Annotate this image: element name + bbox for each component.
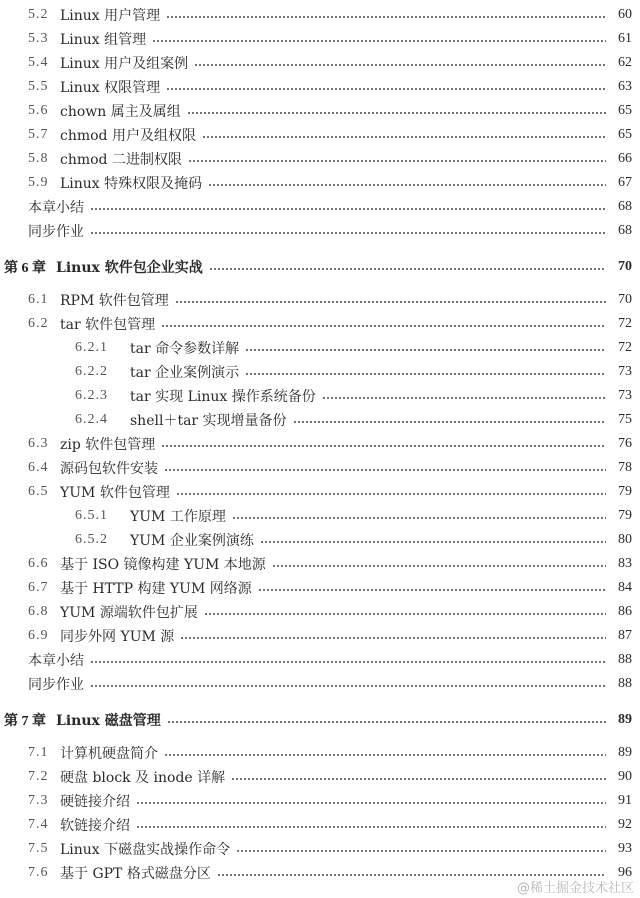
entry-page-number: 90 [618, 769, 632, 784]
entry-page-number: 86 [618, 604, 632, 619]
dot-leader [90, 661, 606, 663]
dot-leader [202, 136, 606, 138]
entry-title: Linux 特殊权限及掩码 [60, 176, 203, 192]
entry-page-number: 67 [618, 175, 632, 190]
entry-title: 基于 GPT 格式磁盘分区 [60, 866, 211, 882]
toc-entry [0, 813, 640, 837]
entry-page-number: 78 [618, 460, 632, 475]
entry-title: 硬盘 block 及 inode 详解 [60, 770, 226, 786]
dot-leader [245, 349, 606, 351]
toc-entry [0, 360, 640, 384]
entry-title: tar 软件包管理 [60, 317, 156, 333]
dot-leader [208, 184, 606, 186]
entry-number: 5.7 [28, 127, 49, 142]
entry-number: 6.2.2 [75, 364, 108, 379]
entry-number: 7.5 [28, 841, 49, 856]
entry-title: Linux 软件包企业实战 [56, 260, 203, 276]
dot-leader [187, 112, 606, 114]
dot-leader [152, 40, 606, 42]
entry-page-number: 75 [618, 412, 632, 427]
entry-title: YUM 工作原理 [130, 509, 226, 525]
entry-page-number: 91 [618, 793, 632, 808]
dot-leader [258, 589, 606, 591]
dot-leader [136, 802, 606, 804]
entry-title: tar 命令参数详解 [130, 341, 240, 357]
entry-page-number: 70 [618, 259, 632, 274]
entry-title: tar 企业案例演示 [130, 365, 240, 381]
entry-page-number: 92 [618, 817, 632, 832]
entry-page-number: 66 [618, 151, 632, 166]
entry-page-number: 68 [618, 199, 632, 214]
toc-entry [0, 552, 640, 576]
toc-entry [0, 837, 640, 861]
toc-entry [0, 27, 640, 51]
entry-title: chmod 用户及组权限 [60, 128, 196, 144]
dot-leader [166, 16, 606, 18]
entry-number: 7.4 [28, 817, 49, 832]
entry-page-number: 72 [618, 316, 632, 331]
entry-page-number: 73 [618, 388, 632, 403]
toc-entry [0, 147, 640, 171]
entry-page-number: 65 [618, 103, 632, 118]
entry-title: Linux 用户及组案例 [60, 56, 189, 72]
entry-title: chmod 二进制权限 [60, 152, 182, 168]
dot-leader [231, 778, 606, 780]
entry-number: 6.2.3 [75, 388, 108, 403]
dot-leader [164, 754, 606, 756]
entry-number: 6.5.1 [75, 508, 108, 523]
entry-title: Linux 组管理 [60, 32, 147, 48]
entry-title: 计算机硬盘简介 [60, 746, 158, 762]
entry-page-number: 68 [618, 223, 632, 238]
entry-page-number: 83 [618, 556, 632, 571]
entry-page-number: 79 [618, 484, 632, 499]
toc-entry [0, 99, 640, 123]
toc-entry [0, 408, 640, 432]
entry-number: 6.5.2 [75, 532, 108, 547]
entry-page-number: 87 [618, 628, 632, 643]
dot-leader [90, 232, 606, 234]
dot-leader [209, 268, 606, 270]
entry-number: 7.1 [28, 745, 49, 760]
entry-page-number: 88 [618, 652, 632, 667]
toc-entry [0, 624, 640, 648]
entry-title: RPM 软件包管理 [60, 293, 169, 309]
toc-chapter-entry [0, 255, 640, 279]
toc-entry [0, 528, 640, 552]
toc-entry [0, 600, 640, 624]
toc-entry [0, 504, 640, 528]
toc-entry [0, 3, 640, 27]
entry-title: 本章小结 [28, 653, 84, 669]
entry-title: 基于 HTTP 构建 YUM 网络源 [60, 581, 252, 597]
entry-page-number: 93 [618, 841, 632, 856]
entry-title: 源码包软件安装 [60, 461, 158, 477]
toc-entry [0, 312, 640, 336]
entry-title: zip 软件包管理 [60, 437, 156, 453]
watermark: @稀土掘金技术社区 [516, 881, 634, 896]
entry-page-number: 89 [618, 745, 632, 760]
toc-entry [0, 789, 640, 813]
toc-entry [0, 336, 640, 360]
entry-title: Linux 用户管理 [60, 8, 161, 24]
entry-page-number: 84 [618, 580, 632, 595]
toc-entry [0, 51, 640, 75]
entry-number: 6.1 [28, 292, 49, 307]
dot-leader [194, 64, 606, 66]
entry-number: 6.2.4 [75, 412, 108, 427]
entry-number: 6.8 [28, 604, 49, 619]
entry-title: shell＋tar 实现增量备份 [130, 413, 287, 429]
entry-number: 5.2 [28, 7, 49, 22]
entry-title: YUM 软件包管理 [60, 485, 170, 501]
entry-page-number: 65 [618, 127, 632, 142]
toc-entry [0, 480, 640, 504]
dot-leader [164, 469, 606, 471]
entry-page-number: 70 [618, 292, 632, 307]
dot-leader [188, 160, 606, 162]
toc-entry [0, 765, 640, 789]
dot-leader [217, 874, 606, 876]
toc-entry [0, 576, 640, 600]
toc-entry [0, 288, 640, 312]
entry-title: chown 属主及属组 [60, 104, 181, 120]
toc-entry [0, 123, 640, 147]
dot-leader [161, 445, 606, 447]
entry-title: 软链接介绍 [60, 818, 130, 834]
dot-leader [204, 613, 606, 615]
toc-entry [0, 648, 640, 672]
toc-entry [0, 741, 640, 765]
entry-title: tar 实现 Linux 操作系统备份 [130, 389, 316, 405]
dot-leader [322, 397, 606, 399]
entry-page-number: 61 [618, 31, 632, 46]
entry-number: 第 7 章 [4, 714, 46, 729]
entry-page-number: 89 [618, 712, 632, 727]
entry-number: 6.2.1 [75, 340, 108, 355]
dot-leader [166, 88, 606, 90]
entry-page-number: 60 [618, 7, 632, 22]
dot-leader [236, 850, 606, 852]
toc-entry [0, 195, 640, 219]
dot-leader [293, 421, 606, 423]
entry-title: 同步作业 [28, 224, 84, 240]
toc-entry [0, 456, 640, 480]
entry-number: 6.4 [28, 460, 49, 475]
toc-entry [0, 171, 640, 195]
entry-number: 6.9 [28, 628, 49, 643]
entry-page-number: 72 [618, 340, 632, 355]
dot-leader [232, 517, 606, 519]
entry-number: 6.5 [28, 484, 49, 499]
toc-entry [0, 432, 640, 456]
entry-number: 6.2 [28, 316, 49, 331]
dot-leader [176, 493, 606, 495]
entry-title: 本章小结 [28, 200, 84, 216]
entry-page-number: 88 [618, 676, 632, 691]
dot-leader [272, 565, 606, 567]
dot-leader [136, 826, 606, 828]
entry-page-number: 62 [618, 55, 632, 70]
entry-number: 5.8 [28, 151, 49, 166]
entry-page-number: 80 [618, 532, 632, 547]
toc-entry [0, 75, 640, 99]
dot-leader [90, 685, 606, 687]
entry-title: YUM 企业案例演练 [130, 533, 254, 549]
entry-title: 基于 ISO 镜像构建 YUM 本地源 [60, 557, 266, 573]
entry-number: 5.4 [28, 55, 49, 70]
entry-number: 5.6 [28, 103, 49, 118]
entry-page-number: 96 [618, 865, 632, 880]
toc-entry [0, 672, 640, 696]
entry-title: Linux 磁盘管理 [56, 713, 161, 729]
dot-leader [245, 373, 606, 375]
toc-entry [0, 219, 640, 243]
entry-title: 同步作业 [28, 677, 84, 693]
table-of-contents [0, 3, 640, 885]
entry-number: 6.7 [28, 580, 49, 595]
dot-leader [161, 325, 606, 327]
entry-number: 5.3 [28, 31, 49, 46]
entry-number: 5.9 [28, 175, 49, 190]
entry-title: Linux 权限管理 [60, 80, 161, 96]
dot-leader [260, 541, 606, 543]
entry-number: 6.3 [28, 436, 49, 451]
toc-chapter-entry [0, 708, 640, 732]
entry-number: 6.6 [28, 556, 49, 571]
entry-number: 7.3 [28, 793, 49, 808]
entry-page-number: 63 [618, 79, 632, 94]
dot-leader [90, 208, 606, 210]
entry-number: 7.6 [28, 865, 49, 880]
dot-leader [180, 637, 606, 639]
dot-leader [175, 301, 606, 303]
entry-number: 7.2 [28, 769, 49, 784]
entry-title: Linux 下磁盘实战操作命令 [60, 842, 231, 858]
entry-page-number: 76 [618, 436, 632, 451]
entry-page-number: 73 [618, 364, 632, 379]
entry-page-number: 79 [618, 508, 632, 523]
entry-title: 同步外网 YUM 源 [60, 629, 175, 645]
entry-number: 第 6 章 [4, 261, 46, 276]
dot-leader [167, 721, 606, 723]
entry-title: 硬链接介绍 [60, 794, 130, 810]
entry-title: YUM 源端软件包扩展 [60, 605, 198, 621]
entry-number: 5.5 [28, 79, 49, 94]
toc-entry [0, 384, 640, 408]
